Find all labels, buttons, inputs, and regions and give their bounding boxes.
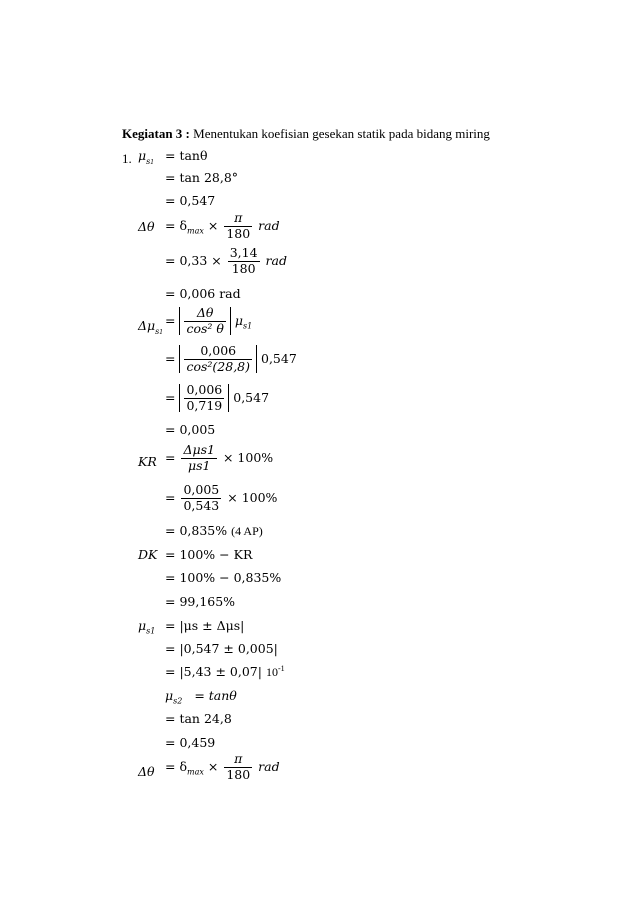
line-4-lhs: Δθ — [138, 219, 155, 234]
line-16: = 99,165% — [165, 594, 236, 609]
line-22: = 0,459 — [165, 735, 216, 750]
line-2: = tan 28,8° — [165, 170, 239, 185]
line-21: = tan 24,8 — [165, 711, 232, 726]
heading-label: Kegiatan 3 : — [122, 126, 190, 141]
line-12: = $\frac{0,005}{0,543}$ × 100% — [165, 482, 278, 513]
heading — [122, 127, 490, 140]
line-18: = |0,547 ± 0,005| — [165, 641, 278, 656]
line-15: = 100% − 0,835% — [165, 570, 282, 585]
line-11-lhs: KR — [138, 454, 157, 469]
heading-text: Menentukan koefisian gesekan statik pada bidang miring — [193, 126, 490, 141]
item-number: 1. — [122, 151, 132, 166]
line-23-rhs: = $\delta_{max}$ × $\frac{\pi}{180}$ rad — [165, 751, 280, 782]
line-14-rhs: = 100% − KR — [165, 547, 253, 562]
line-17-lhs: $\mu_{s1}$ — [138, 618, 156, 636]
line-19: = |5,43 ± 0,07| $10^{-1}$ — [165, 664, 285, 679]
line-1-rhs: = tanθ — [165, 148, 208, 163]
line-10: = 0,005 — [165, 422, 216, 437]
line-20: $\mu_{s2} = \tan\theta$ — [165, 688, 237, 706]
line-3: = 0,547 — [165, 193, 216, 208]
line-8: = $\frac{0,006}{\text{cos²(28,8)}}$ 0,547 — [165, 343, 297, 374]
line-5: = 0,33 × $\frac{3,14}{180}$ rad — [165, 245, 287, 276]
line-13: = 0,835% (4 AP) — [165, 523, 263, 538]
line-7-rhs: = $\frac{\Delta\theta}{\text{cos² θ}}$ $\mu_{s1}$ — [165, 305, 253, 336]
line-17-rhs: = |μs ± Δμs| — [165, 618, 245, 633]
line-9: = $\frac{0,006}{0,719}$ 0,547 — [165, 382, 270, 413]
line-4-rhs: = $\delta_{max}$ × $\frac{\pi}{180}$ rad — [165, 210, 280, 241]
line-11-rhs: = $\frac{\text{Δμs1}}{\mu s1}$ × 100% — [165, 442, 274, 473]
line-6: = 0,006 rad — [165, 286, 241, 301]
line-7-lhs: $\Delta\mu_{s1}$ — [138, 318, 164, 336]
line-23-lhs: Δθ — [138, 764, 155, 779]
line-1-lhs: $\mu_{s1}$ — [138, 148, 155, 166]
line-14-lhs: DK — [138, 547, 158, 562]
